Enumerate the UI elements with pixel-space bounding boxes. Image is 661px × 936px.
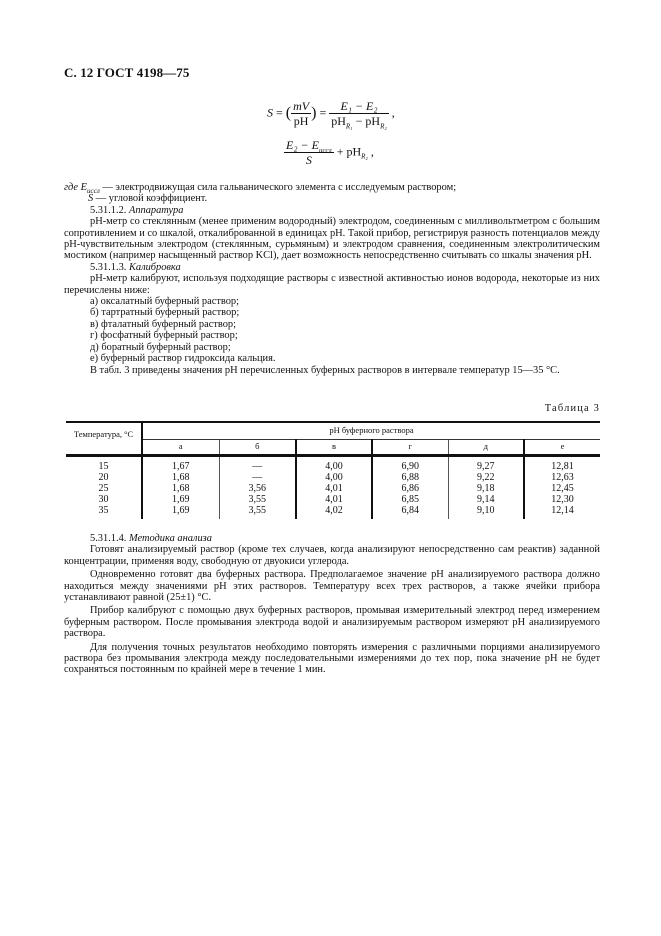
cell: 12,81 [524,455,600,472]
paragraph-apparatus: pH-метр со стеклянным (менее применим водородный) электродом, соединенным с милливольтметром с большим сопротивлением и со шкалой, откалиброванной в единицах pH. Такой прибор, регистрируя разность потенциалов между pH-чувствительным электродом (стеклянным, сурьмяным) и электродом сравнения, соединенным электролитическим мостиком (например насыщенный раствор KCl), дает возможность непосредственно считывать со шкалы значения pH. [64,216,600,262]
formula-lhs: S [267,105,273,120]
paragraph-calibration: pH-метр калибруют, используя подходящие растворы с известной активностью ионов водорода, некоторые из них перечислены ниже: [64,273,600,296]
cell: 9,18 [448,483,524,494]
cell: 3,55 [219,494,296,505]
slope-numerator: E₁ − E₂ [329,100,389,114]
cell: 9,14 [448,494,524,505]
cell: 1,69 [142,494,219,505]
cell: 4,01 [296,494,372,505]
formula-ph [284,139,374,166]
table-row [66,455,600,472]
section-title: Калибровка [128,261,181,273]
left-paren: ( [285,104,292,122]
cell: 1,67 [142,455,219,472]
ph-fraction [284,139,334,166]
list-item: г) фосфатный буферный раствор; [90,330,238,342]
where-text: — электродвижущая сила гальванического элемента с исследуемым раствором; [99,182,457,193]
ph-denominator: S [305,153,312,167]
cell-temp: 15 [98,460,109,472]
page-header: С. 12 ГОСТ 4198—75 [64,65,190,80]
cell-temp: 30 [98,493,109,505]
section-heading-method [64,533,600,544]
header-temperature: Температура, °С [66,422,142,455]
comma: , [391,105,395,120]
formula-slope [267,99,395,131]
where-symbol-s: S [88,193,94,205]
table-row [66,483,600,494]
units-numerator: mV [293,99,310,113]
cell: 1,68 [142,483,219,494]
subheader-e: е [524,439,600,455]
cell-temp: 35 [98,504,109,516]
buffer-ph-table [66,421,600,519]
paragraph-method-3: Прибор калибруют с помощью двух буферных растворов, промывая измерительный электрод перед измерением буферным раствором. После промывания электрода водой и анализируемым раствором измеряют pH анализируемого раствора. [64,605,600,640]
where-text-s: — угловой коэффициент. [93,193,208,205]
right-paren: ) [311,104,317,122]
section-heading-calibration [64,262,600,273]
cell: 9,10 [448,505,524,519]
cell-temp: 20 [98,471,109,483]
cell: 1,69 [142,505,219,519]
slope-fraction [329,99,389,131]
header-ph-group: pH буферного раствора [142,422,600,439]
equals-sign-2: = [319,105,327,120]
equals-sign: = [276,105,283,120]
cell: 4,00 [296,455,372,472]
table-row [66,472,600,483]
body-text-top [64,182,600,376]
cell: 6,84 [372,505,448,519]
body-text-bottom [64,533,600,676]
plus-ph: + pH [336,144,362,159]
cell: 6,88 [372,472,448,483]
subheader-b: б [219,439,296,455]
ph-term: pH [331,114,346,128]
table-row [66,505,600,519]
paragraph-method-2: Одновременно готовят два буферных раствора. Предполагаемое значение pH анализируемого раствора должно находиться между значениями pH этих растворов. Температуру всех трех растворов, а также ячейки прибора устанавливают равной (25±1) °С. [64,569,600,604]
list-item: а) оксалатный буферный раствор; [90,296,240,308]
ph-subscript: R₁ [345,122,353,131]
paragraph-method-4: Для получения точных результатов необходимо повторять измерения с различными порциями анализируемого раствора без промывания электрода между последовательными измерениями до тех пор, пока значение pH не будет сохраняться постоянным по крайней мере в течение 1 мин. [64,641,600,676]
list-item: б) тартратный буферный раствор; [90,307,240,319]
cell: 12,14 [524,505,600,519]
subheader-g: г [372,439,448,455]
units-denominator: pH [293,114,309,128]
minus-sign: − [352,114,366,128]
section-title: Аппаратура [128,204,184,216]
cell: 6,90 [372,455,448,472]
section-heading-apparatus [64,205,600,216]
cell: 12,45 [524,483,600,494]
cell: — [219,455,296,472]
subheader-v: в [296,439,372,455]
cell: 9,27 [448,455,524,472]
ph-subscript-2: R₂ [380,122,387,131]
subheader-d: д [448,439,524,455]
cell: 6,86 [372,483,448,494]
numerator-text: E₂ − E [286,138,319,152]
ph-term-2: pH [365,114,381,128]
numerator-subscript: иссл [318,146,332,155]
paragraph-method-1: Готовят анализируемый раствор (кроме тех случаев, когда анализируют непосредственно сам реактив) заданной концентрации, применяя воду, свободную от двуокиси углерода. [64,544,600,567]
list-item: в) фталатный буферный раствор; [90,318,236,330]
units-fraction [291,100,311,127]
list-item: д) боратный буферный раствор; [90,341,231,353]
cell-temp: 25 [98,482,109,494]
section-number: 5.31.1.2. [90,204,127,216]
table-reference: В табл. 3 приведены значения pH перечисленных буферных растворов в интервале температур 15—35 °С. [90,364,560,376]
cell: 3,55 [219,505,296,519]
cell: 1,68 [142,472,219,483]
cell: 12,63 [524,472,600,483]
list-item: е) буферный раствор гидроксида кальция. [90,353,276,365]
table-caption: Таблица 3 [544,403,600,414]
subheader-a: а [142,439,219,455]
table-row [66,494,600,505]
cell: 9,22 [448,472,524,483]
comma: , [370,144,374,159]
where-line-1 [64,182,600,196]
cell: 4,01 [296,483,372,494]
cell: 12,30 [524,494,600,505]
where-subscript: иссл [87,187,100,196]
cell: — [219,472,296,483]
section-number: 5.31.1.3. [90,261,127,273]
cell: 4,00 [296,472,372,483]
section-number: 5.31.1.4. [90,533,127,544]
slope-denominator [329,114,389,131]
cell: 3,56 [219,483,296,494]
section-title: Методика анализа [128,533,212,544]
plus-ph-subscript: R₂ [361,152,368,161]
cell: 4,02 [296,505,372,519]
cell: 6,85 [372,494,448,505]
ph-numerator [284,139,334,153]
where-line-2 [64,193,600,204]
where-symbol: где E [64,182,87,193]
